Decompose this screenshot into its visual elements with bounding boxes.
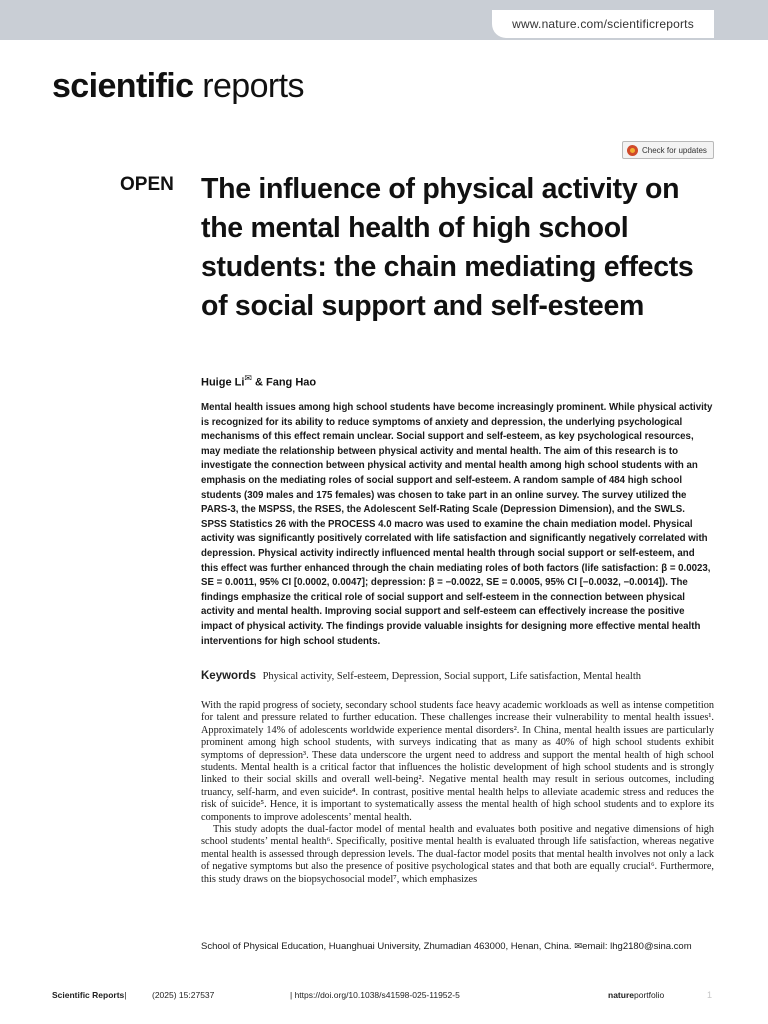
body-text: [201, 700, 714, 886]
publisher-logo: [608, 990, 665, 1000]
author-name[interactable]: Fang Hao: [266, 376, 317, 389]
journal-url-link[interactable]: www.nature.com/scientificreports: [492, 10, 714, 38]
email-link[interactable]: lhg2180@sina.com: [610, 941, 692, 952]
author-name[interactable]: Huige Li: [201, 376, 245, 389]
affiliation-note: [201, 940, 714, 954]
page-footer: [52, 990, 714, 1004]
body-paragraph: With the rapid progress of society, secondary school students face heavy academic workloads as well as intense competition for talent and pressure related to further education. These challenges increase their vulnerability to mental health issues¹. Approximately 14% of adolescents worldwide experience mental disorders². In China, mental health issues are particularly prominent among high school students, with surveys indicating that as many as 40% of high school students exhibit symptoms of depression³. These data underscore the urgent need to address and support the mental health of high school students. Mental health is a critical factor that influences the holistic development of high school students and is strongly linked to their social skills and overall well-being². Negative mental health may result in serious outcomes, including truancy, self-harm, and even suicide⁴. In contrast, positive mental health helps to alleviate academic stress and reduces the risk of suicide⁵. Hence, it is important to systematically assess the mental health of high school students and to explore its components to improve adolescents’ mental health.: [201, 700, 714, 823]
email-label: email:: [582, 941, 608, 952]
check-for-updates-button[interactable]: [622, 141, 714, 159]
abstract: Mental health issues among high school students have become increasingly prominent. While physical activity is recognized for its ability to reduce symptoms of anxiety and depression, the underlying psychological mechanisms of this effect remain unclear. Social support and self-esteem, as key psychological resources, may mediate the relationship between physical activity and mental health. The aim of this research is to investigate the connection between physical activity and mental health among high school students with an emphasis on the mediating roles of social support and self-esteem. A random sample of 484 high school students (309 males and 175 females) was chosen to take part in an online survey. The survey utilized the PARS-3, the MSPSS, the RSES, the Adolescent Self-Rating Scale (Depression Dimension), and the SWLS. SPSS Statistics 26 with the PROCESS 4.0 macro was used to examine the chain mediation model. Physical activity was significantly positively correlated with life satisfaction and significantly negatively correlated with depression. Physical activity indirectly influenced mental health through social support or self-esteem, and this effect was further enhanced through the chain mediating roles of both factors (life satisfaction: β = 0.0023, SE = 0.0011, 95% CI [0.0002, 0.0047]; depression: β = −0.0022, SE = 0.0005, 95% CI [−0.0032, −0.0014]). The findings emphasize the critical role of social support and self-esteem in the connection between physical activity and mental health. Improving social support and self-esteem can effectively increase the positive impact of physical activity. The findings provide valuable insights for designing more effective mental health interventions for high school students.: [201, 402, 713, 647]
journal-masthead: [52, 64, 304, 108]
envelope-icon: ✉: [574, 941, 583, 952]
keywords-label: Keywords: [201, 670, 256, 682]
footer-separator: |: [124, 990, 127, 1000]
article-title: The influence of physical activity on the mental health of high school students: the chain mediating effects of social support and self-esteem: [201, 173, 694, 322]
masthead-light: reports: [202, 67, 304, 105]
keywords-list: Physical activity, Self-esteem, Depression, Social support, Life satisfaction, Mental health: [262, 671, 641, 682]
footer-journal-name: Scientific Reports: [52, 990, 125, 1000]
top-banner: [0, 0, 768, 40]
footer-citation: (2025) 15:27537: [152, 990, 215, 1000]
open-access-label: OPEN: [120, 174, 174, 195]
footer-journal: [52, 990, 127, 1000]
page-number: 1: [707, 990, 713, 1000]
author-list: [201, 373, 316, 389]
author-separator: &: [251, 376, 266, 389]
check-for-updates-label: Check for updates: [642, 145, 707, 155]
body-paragraph: This study adopts the dual-factor model of mental health and evaluates both positive and negative dimensions of high school students’ mental health⁶. Specifically, positive mental health is evaluated through life satisfaction, whereas negative mental health is assessed through depression levels. The dual-factor model posits that mental health involves not only a lack of negative symptoms but also the presence of positive psychological states and that both are equally crucial⁶. Furthermore, this study draws on the biopsychosocial model⁷, which emphasizes: [201, 824, 714, 885]
publisher-bold: nature: [608, 990, 634, 1000]
masthead-bold: scientific: [52, 67, 194, 105]
affiliation-text: School of Physical Education, Huanghuai University, Zhumadian 463000, Henan, China.: [201, 941, 572, 952]
footer-doi-link[interactable]: | https://doi.org/10.1038/s41598-025-11952-5: [290, 990, 460, 1000]
keywords-line: [201, 670, 713, 682]
envelope-icon[interactable]: ✉: [244, 373, 252, 383]
crossmark-icon: [627, 145, 638, 156]
publisher-light: portfolio: [633, 990, 665, 1000]
